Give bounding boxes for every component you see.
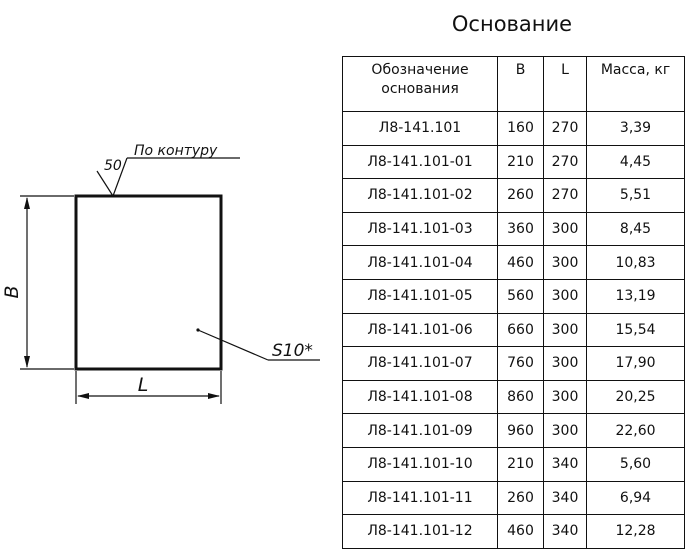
- weld-size-label: 50: [104, 158, 122, 174]
- cell-b: 210: [498, 145, 544, 179]
- cell-mass: 6,94: [587, 481, 685, 515]
- cell-mass: 3,39: [587, 112, 685, 146]
- cell-designation: Л8-141.101-05: [343, 279, 498, 313]
- cell-designation: Л8-141.101: [343, 112, 498, 146]
- cell-b: 360: [498, 212, 544, 246]
- weld-note-label: По контуру: [134, 143, 218, 159]
- cell-b: 160: [498, 112, 544, 146]
- table-row: [343, 447, 685, 481]
- table-title: Основание: [451, 12, 573, 36]
- cell-mass: 12,28: [587, 515, 685, 549]
- col-mass-header: Масса, кг: [587, 57, 685, 112]
- cell-l: 300: [544, 246, 587, 280]
- cell-l: 300: [544, 212, 587, 246]
- dim-height-label: B: [1, 285, 23, 299]
- cell-l: 340: [544, 515, 587, 549]
- header-row: [343, 57, 685, 112]
- col-b-header: B: [498, 57, 544, 112]
- thickness-label: S10*: [272, 341, 313, 361]
- table-row: [343, 347, 685, 381]
- cell-designation: Л8-141.101-01: [343, 145, 498, 179]
- cell-l: 340: [544, 447, 587, 481]
- cell-mass: 15,54: [587, 313, 685, 347]
- col-designation-header: Обозначение основания: [343, 57, 498, 112]
- thickness-leader: [198, 330, 268, 360]
- cell-mass: 20,25: [587, 380, 685, 414]
- cell-mass: 22,60: [587, 414, 685, 448]
- table-row: [343, 380, 685, 414]
- technical-drawing: [0, 0, 340, 420]
- cell-l: 270: [544, 112, 587, 146]
- cell-l: 300: [544, 313, 587, 347]
- cell-l: 300: [544, 347, 587, 381]
- cell-mass: 5,51: [587, 179, 685, 213]
- cell-b: 210: [498, 447, 544, 481]
- cell-designation: Л8-141.101-11: [343, 481, 498, 515]
- cell-b: 960: [498, 414, 544, 448]
- cell-b: 760: [498, 347, 544, 381]
- cell-mass: 10,83: [587, 246, 685, 280]
- cell-designation: Л8-141.101-08: [343, 380, 498, 414]
- table-row: [343, 145, 685, 179]
- cell-mass: 5,60: [587, 447, 685, 481]
- cell-l: 270: [544, 145, 587, 179]
- cell-designation: Л8-141.101-09: [343, 414, 498, 448]
- cell-mass: 4,45: [587, 145, 685, 179]
- dim-width-label: L: [137, 374, 149, 396]
- cell-mass: 13,19: [587, 279, 685, 313]
- arrow-up-icon: [24, 197, 30, 209]
- cell-l: 340: [544, 481, 587, 515]
- cell-b: 460: [498, 246, 544, 280]
- cell-b: 560: [498, 279, 544, 313]
- plate-outline: [76, 196, 221, 369]
- arrow-down-icon: [24, 356, 30, 368]
- cell-b: 460: [498, 515, 544, 549]
- cell-designation: Л8-141.101-06: [343, 313, 498, 347]
- table-row: [343, 179, 685, 213]
- table-row: [343, 112, 685, 146]
- spec-table: [342, 56, 685, 549]
- cell-b: 260: [498, 179, 544, 213]
- table-row: [343, 481, 685, 515]
- cell-designation: Л8-141.101-04: [343, 246, 498, 280]
- cell-l: 300: [544, 380, 587, 414]
- table-row: [343, 246, 685, 280]
- cell-b: 260: [498, 481, 544, 515]
- cell-l: 270: [544, 179, 587, 213]
- arrow-left-icon: [77, 393, 89, 399]
- table-row: [343, 515, 685, 549]
- cell-b: 860: [498, 380, 544, 414]
- cell-l: 300: [544, 279, 587, 313]
- cell-designation: Л8-141.101-12: [343, 515, 498, 549]
- cell-mass: 17,90: [587, 347, 685, 381]
- cell-designation: Л8-141.101-10: [343, 447, 498, 481]
- table-row: [343, 279, 685, 313]
- cell-b: 660: [498, 313, 544, 347]
- col-l-header: L: [544, 57, 587, 112]
- table-row: [343, 414, 685, 448]
- cell-designation: Л8-141.101-03: [343, 212, 498, 246]
- cell-designation: Л8-141.101-07: [343, 347, 498, 381]
- cell-designation: Л8-141.101-02: [343, 179, 498, 213]
- table-row: [343, 212, 685, 246]
- cell-mass: 8,45: [587, 212, 685, 246]
- weld-leader-left: [97, 171, 113, 196]
- table-row: [343, 313, 685, 347]
- cell-l: 300: [544, 414, 587, 448]
- arrow-right-icon: [208, 393, 220, 399]
